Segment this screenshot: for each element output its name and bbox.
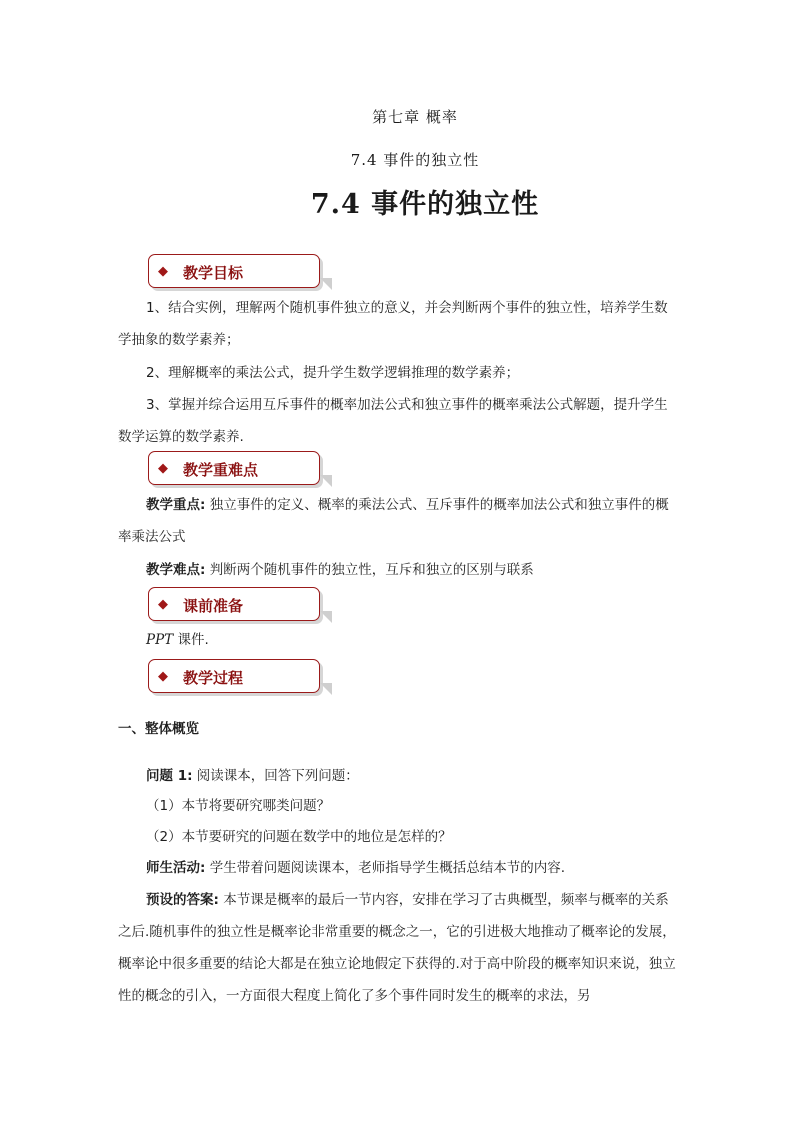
section-box-process: [148, 659, 320, 693]
diamond-icon: ◆: [158, 461, 168, 476]
focus-text: 独立事件的定义、概率的乘法公式、互斥事件的概率加法公式和独立事件的概率乘法公式: [118, 497, 669, 545]
prep-rest: 课件.: [173, 632, 209, 648]
box-shadow-tail: [320, 683, 332, 695]
section-label-goals: 教学目标: [183, 264, 244, 282]
page-title: 7.4 事件的独立性: [310, 189, 540, 220]
diamond-icon: ◆: [158, 264, 168, 279]
diamond-icon: ◆: [158, 669, 168, 684]
key-difficulty: [118, 554, 678, 586]
question-label: 问题 1:: [146, 768, 193, 784]
chapter-title: 第七章 概率: [372, 108, 458, 126]
section-label-key: 教学重难点: [183, 461, 259, 479]
activity-label: 师生活动:: [146, 860, 206, 876]
section-box-prep: [148, 587, 320, 621]
prep-text: [118, 624, 678, 656]
answer-label: 预设的答案:: [146, 892, 219, 908]
question-1: [118, 760, 678, 792]
difficulty-text: 判断两个随机事件的独立性，互斥和独立的区别与联系: [205, 562, 534, 578]
activity-text: 学生带着问题阅读课本，老师指导学生概括总结本节的内容.: [205, 860, 565, 876]
question-1-item-2: （2）本节要研究的问题在数学中的地位是怎样的？: [146, 829, 452, 845]
section-label-process: 教学过程: [183, 669, 244, 687]
question-1-item-1: （1）本节将要研究哪类问题？: [146, 798, 331, 814]
section-label-prep: 课前准备: [183, 597, 244, 615]
section-box-key: [148, 451, 320, 485]
section-title: 7.4 事件的独立性: [350, 151, 480, 169]
key-focus: [118, 489, 678, 553]
goal-1: 1、结合实例，理解两个随机事件独立的意义，并会判断两个事件的独立性，培养学生数学抽象的数学素养；: [118, 300, 668, 348]
focus-label: 教学重点:: [146, 497, 206, 513]
goal-3: 3、掌握并综合运用互斥事件的概率加法公式和独立事件的概率乘法公式解题，提升学生数学运算的数学素养.: [118, 397, 668, 445]
diamond-icon: ◆: [158, 597, 168, 612]
process-heading: 一、整体概览: [118, 721, 199, 737]
answer: [118, 884, 678, 1012]
section-box-goals: [148, 254, 320, 288]
question-text: 阅读课本，回答下列问题：: [192, 768, 359, 784]
box-shadow-tail: [320, 611, 332, 623]
box-shadow-tail: [320, 278, 332, 290]
goal-2: 2、理解概率的乘法公式，提升学生数学逻辑推理的数学素养；: [146, 365, 520, 381]
difficulty-label: 教学难点:: [146, 562, 206, 578]
ppt-label: PPT: [146, 632, 174, 648]
box-shadow-tail: [320, 475, 332, 487]
answer-text: 本节课是概率的最后一节内容，安排在学习了古典概型，频率与概率的关系之后.随机事件的独立性是概率论非常重要的概念之一，它的引进极大地推动了概率论的发展，概率论中很多重要的结论大都是在独立论地假定下获得的.对于高中阶段的概率知识来说，独立性的概念的引入，一方面很大程度上简化了多个事件同时发生的概率的求法，另: [118, 892, 676, 1004]
activity: [118, 852, 678, 884]
